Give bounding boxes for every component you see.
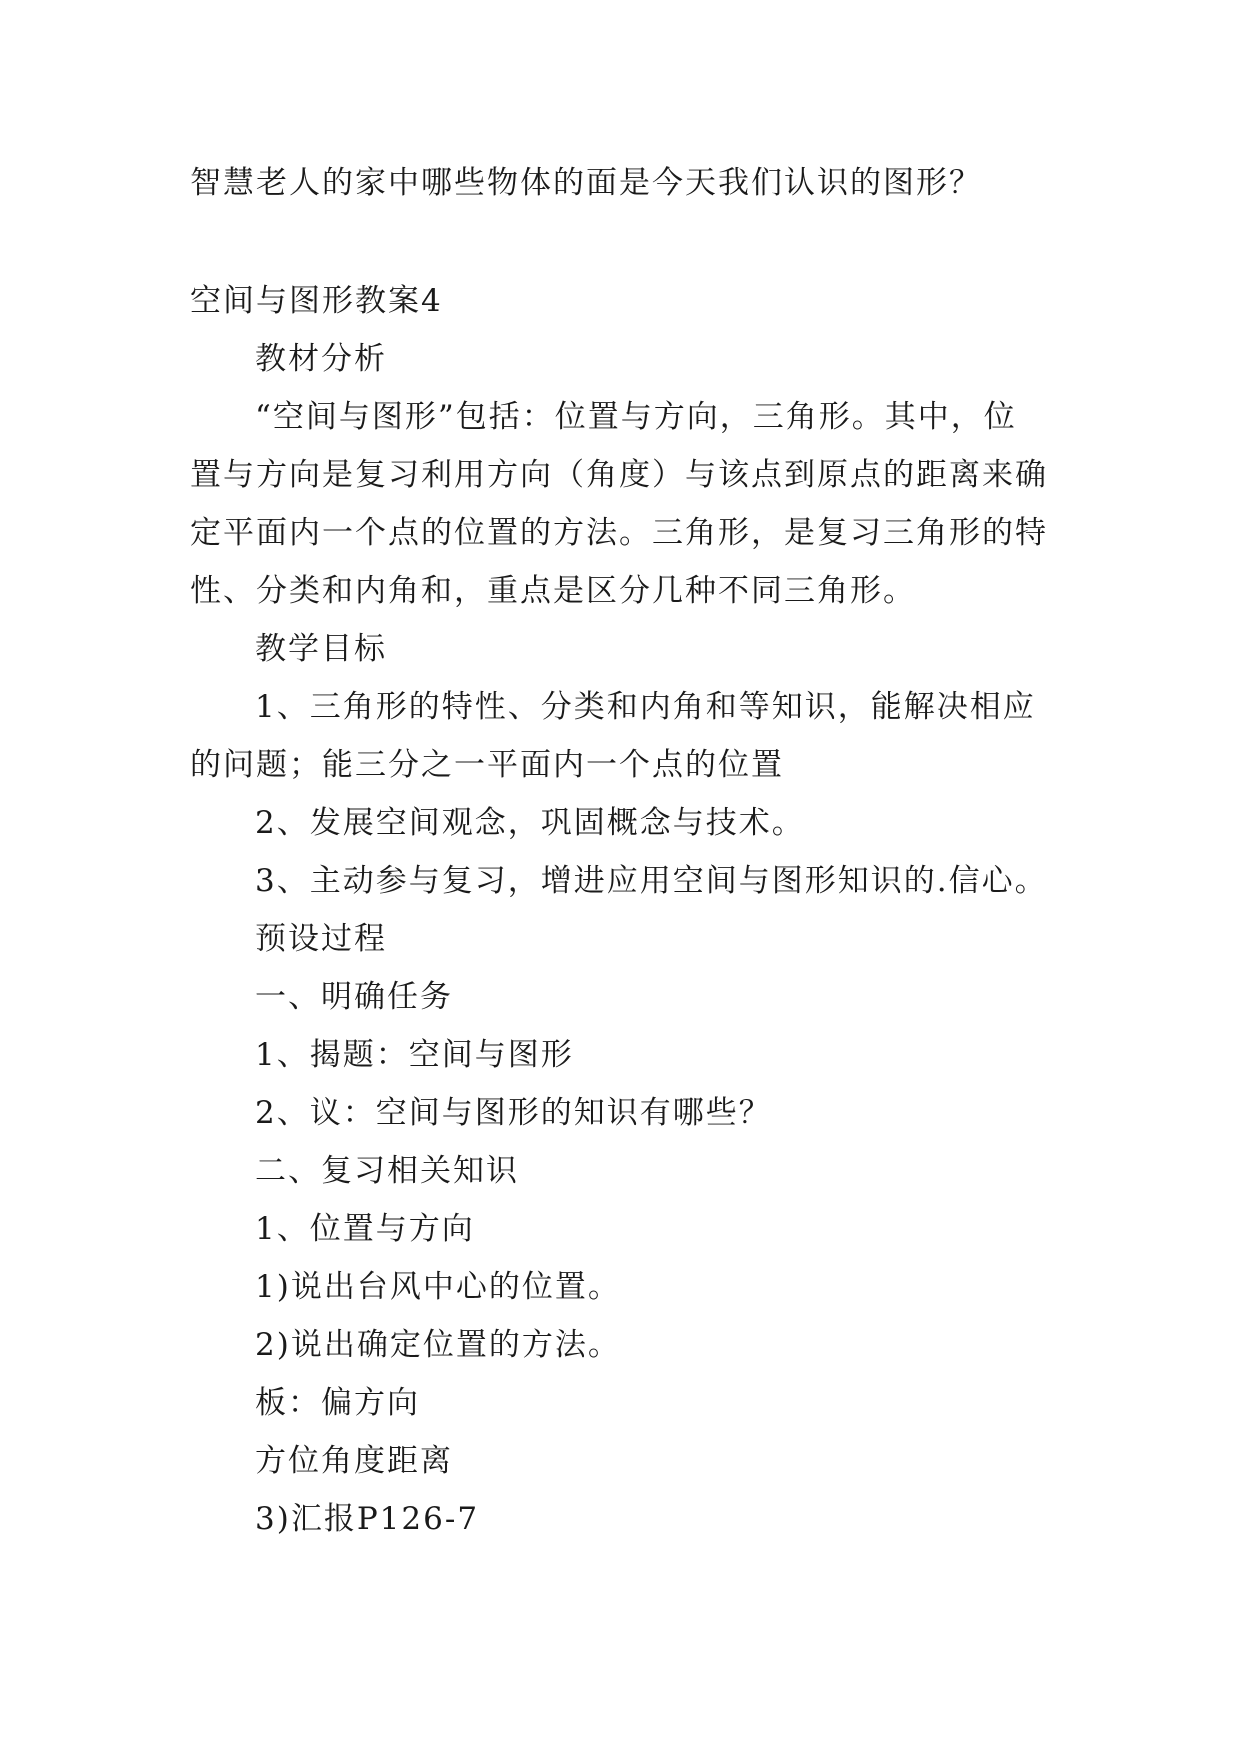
question-line: 智慧老人的家中哪些物体的面是今天我们认识的图形？ <box>190 165 982 201</box>
goal-line: 1、三角形的特性、分类和内角和等知识，能解决相应 <box>255 689 1036 725</box>
paragraph-line: 置与方向是复习利用方向（角度）与该点到原点的距离来确 <box>190 457 1048 493</box>
list-item: 1)说出台风中心的位置。 <box>255 1269 621 1305</box>
list-item: 2、议：空间与图形的知识有哪些？ <box>255 1095 772 1131</box>
goal-line: 2、发展空间观念，巩固概念与技术。 <box>255 805 805 841</box>
list-item: 1、揭题：空间与图形 <box>255 1037 574 1073</box>
goal-line: 的问题；能三分之一平面内一个点的位置 <box>190 747 784 783</box>
list-item: 板：偏方向 <box>255 1385 420 1421</box>
goal-line: 3、主动参与复习，增进应用空间与图形知识的.信心。 <box>255 863 1048 899</box>
paragraph-line: “空间与图形”包括：位置与方向，三角形。其中，位 <box>255 399 1017 435</box>
list-item: 一、明确任务 <box>255 979 453 1015</box>
paragraph-line: 性、分类和内角和，重点是区分几种不同三角形。 <box>190 573 916 609</box>
list-item: 2)说出确定位置的方法。 <box>255 1327 621 1363</box>
heading-textbook-analysis: 教材分析 <box>255 341 387 377</box>
heading-teaching-goals: 教学目标 <box>255 631 387 667</box>
list-item: 方位角度距离 <box>255 1443 453 1479</box>
heading-planned-process: 预设过程 <box>255 921 387 957</box>
section-title: 空间与图形教案4 <box>190 283 443 319</box>
list-item: 二、复习相关知识 <box>255 1153 519 1189</box>
list-item: 3)汇报P126-7 <box>255 1501 480 1537</box>
list-item: 1、位置与方向 <box>255 1211 475 1247</box>
paragraph-line: 定平面内一个点的位置的方法。三角形，是复习三角形的特 <box>190 515 1048 551</box>
